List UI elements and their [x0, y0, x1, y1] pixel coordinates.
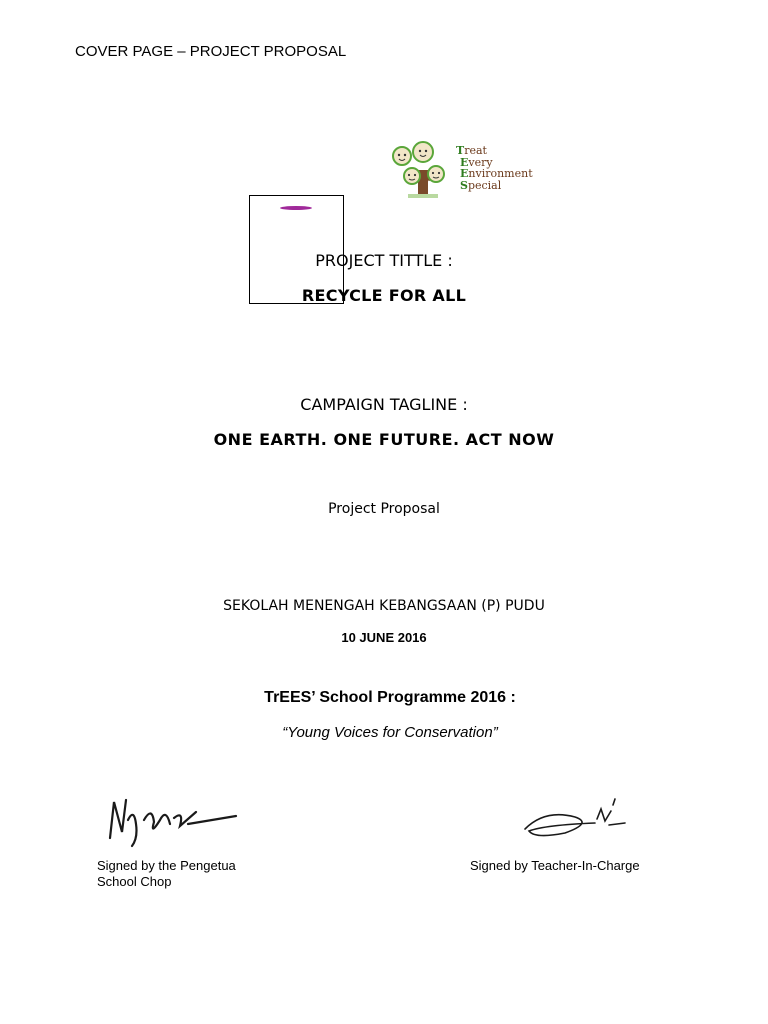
programme-theme: “Young Voices for Conservation”	[282, 724, 498, 741]
pengetua-signed-by: Signed by the Pengetua	[97, 858, 236, 873]
logo-line-4: pecial	[467, 178, 502, 192]
project-title-label: PROJECT TITTLE :	[315, 251, 453, 270]
logo-wordmark: Treat Every Environment Special	[456, 144, 533, 192]
pengetua-signature	[100, 790, 250, 850]
campaign-tagline-value: ONE EARTH. ONE FUTURE. ACT NOW	[213, 430, 555, 449]
page-header-title: COVER PAGE – PROJECT PROPOSAL	[75, 43, 347, 60]
proposal-date: 10 JUNE 2016	[341, 630, 427, 645]
project-title-value: RECYCLE FOR ALL	[301, 286, 467, 305]
teacher-signature-label: Signed by Teacher-In-Charge	[470, 858, 640, 873]
purple-mark	[280, 206, 312, 210]
pengetua-signature-label	[97, 858, 236, 890]
school-chop-label: School Chop	[97, 874, 172, 889]
trees-logo	[388, 140, 558, 200]
document-type: Project Proposal	[328, 501, 440, 517]
tree-characters-icon	[388, 140, 458, 200]
logo-line-1: reat	[464, 144, 487, 157]
campaign-tagline-label: CAMPAIGN TAGLINE :	[300, 395, 468, 414]
school-name: SEKOLAH MENENGAH KEBANGSAAN (P) PUDU	[223, 598, 545, 614]
teacher-signature	[505, 795, 655, 855]
programme-title: TrEES’ School Programme 2016 :	[264, 689, 516, 706]
logo-line-2: very	[468, 155, 493, 169]
logo-line-3: nvironment	[468, 167, 533, 180]
